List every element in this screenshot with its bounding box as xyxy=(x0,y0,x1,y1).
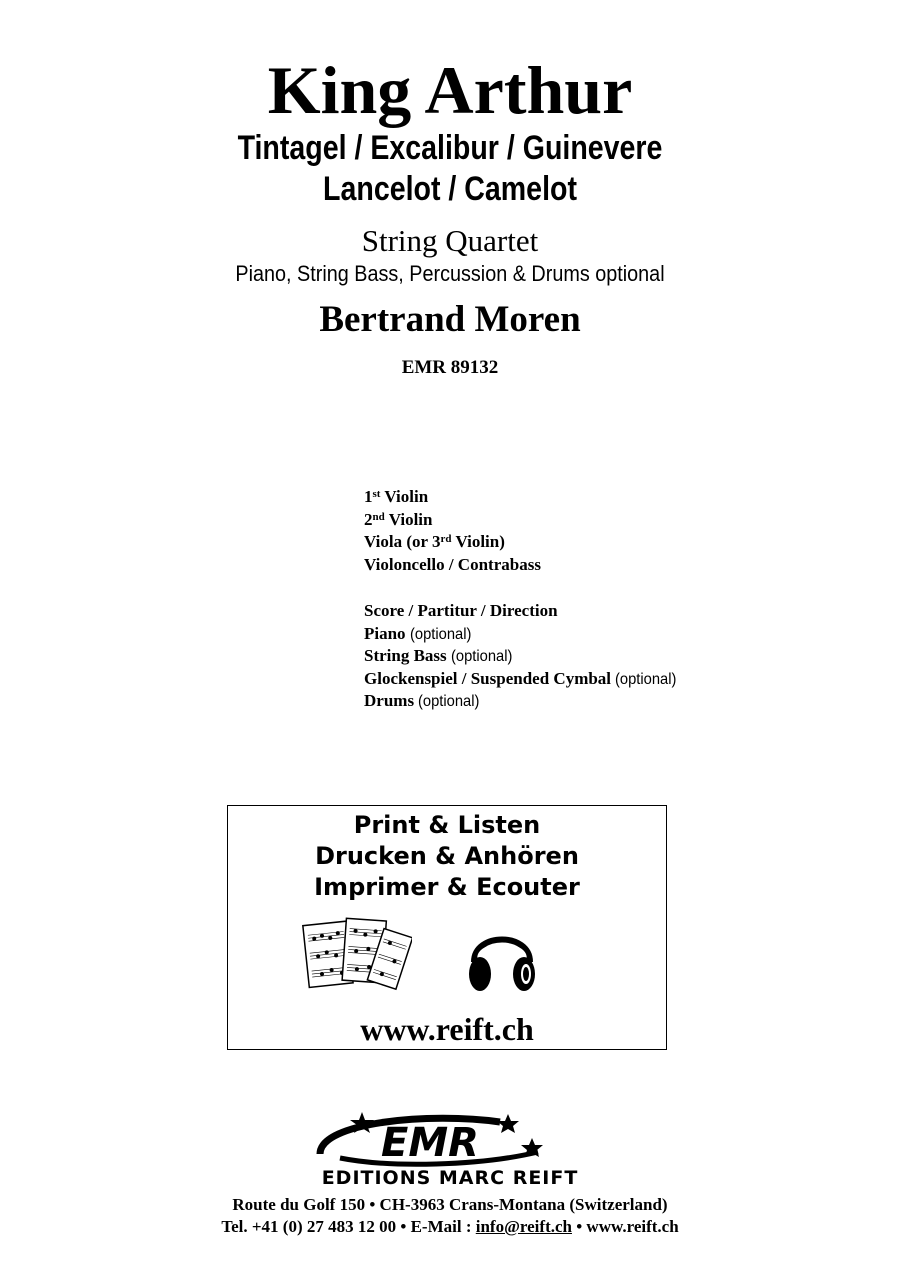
part-number: 1 xyxy=(364,487,373,506)
ensemble: String Quartet xyxy=(361,223,539,258)
headphones-icon xyxy=(466,918,538,996)
subtitle-line-2: Lancelot / Camelot xyxy=(323,170,577,208)
promo-url[interactable]: www.reift.ch xyxy=(360,1011,534,1047)
publisher-name: EDITIONS MARC REIFT xyxy=(321,1167,579,1189)
extra-name: Piano xyxy=(364,623,406,643)
part-label: Violin xyxy=(388,509,433,529)
extra-name: Score / Partitur / Direction xyxy=(364,601,558,620)
part-viola xyxy=(364,531,682,554)
part-ordinal: rd xyxy=(440,533,452,545)
contact-email-link[interactable]: info@reift.ch xyxy=(475,1217,572,1236)
promo-line-2: Drucken & Anhören xyxy=(315,842,579,870)
publisher-address: Route du Golf 150 • CH-3963 Crans-Montana (Switzerland) xyxy=(232,1195,668,1214)
extra-name: Drums xyxy=(364,691,415,710)
extra-note: (optional) xyxy=(409,625,472,643)
part-violin-2 xyxy=(364,509,682,532)
part-ordinal: nd xyxy=(372,510,385,523)
sheet-music-icon xyxy=(300,914,412,996)
promo-line-3: Imprimer & Ecouter xyxy=(314,873,580,901)
part-number: 2 xyxy=(364,509,373,529)
emr-logo xyxy=(300,1108,560,1172)
promo-line-1: Print & Listen xyxy=(353,811,541,839)
extra-name: String Bass xyxy=(364,646,447,665)
print-listen-box xyxy=(227,805,667,1050)
emr-logo-letters: EMR xyxy=(381,1120,479,1166)
part-label: Violin xyxy=(384,487,429,506)
part-label: Violin) xyxy=(455,532,505,551)
extra-item xyxy=(364,623,682,646)
contact-web[interactable]: • www.reift.ch xyxy=(571,1217,679,1236)
extra-item xyxy=(364,645,682,668)
composer: Bertrand Moren xyxy=(319,299,581,340)
part-cello: Violoncello / Contrabass xyxy=(364,554,541,574)
contact-tel: Tel. +41 (0) 27 483 12 00 • E-Mail : xyxy=(221,1217,476,1236)
part-violin-1 xyxy=(364,486,682,509)
extra-note: (optional) xyxy=(615,670,677,688)
extra-item xyxy=(364,600,682,623)
extra-name: Glockenspiel / Suspended Cymbal xyxy=(364,668,612,688)
subtitle-line-1: Tintagel / Excalibur / Guinevere xyxy=(237,129,663,167)
extra-item xyxy=(364,668,682,691)
part-ordinal: st xyxy=(372,488,381,500)
extra-note: (optional) xyxy=(418,693,480,710)
extra-item xyxy=(364,690,682,713)
parts-list xyxy=(364,486,682,713)
title: King Arthur xyxy=(267,52,633,128)
publisher-contact xyxy=(0,1216,900,1238)
catalog-number: EMR 89132 xyxy=(401,357,499,378)
part-label: Viola (or 3 xyxy=(364,532,441,551)
optional-instruments: Piano, String Bass, Percussion & Drums optional xyxy=(235,261,665,286)
extra-note: (optional) xyxy=(450,648,513,665)
